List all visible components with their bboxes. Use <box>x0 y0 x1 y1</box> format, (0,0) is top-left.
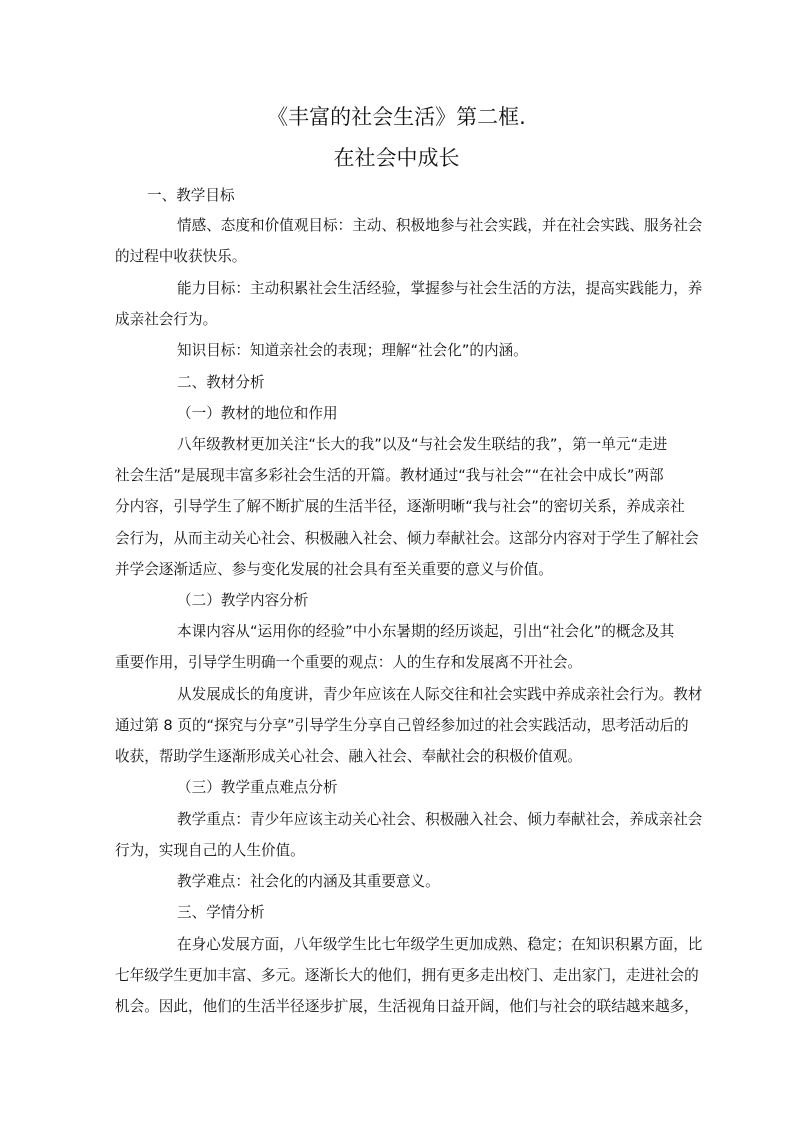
paragraph-line: 七年级学生更加丰富、多元。逐渐长大的他们，拥有更多走出校门、走出家门，走进社会的 <box>115 967 699 984</box>
section-heading-student-analysis: 三、学情分析 <box>177 904 265 921</box>
paragraph-line: 从发展成长的角度讲，青少年应该在人际交往和社会实践中养成亲社会行为。教材 <box>177 686 703 703</box>
paragraph-line: 行为，实现自己的人生价值。 <box>115 842 305 859</box>
document-title: 《丰富的社会生活》第二框. <box>267 105 526 129</box>
paragraph-line: 机会。因此，他们的生活半径逐步扩展，生活视角日益开阔，他们与社会的联结越来越多， <box>115 998 699 1015</box>
paragraph-line: 并学会逐渐适应、参与变化发展的社会具有至关重要的意义与价值。 <box>115 561 553 578</box>
paragraph-line: 知识目标：知道亲社会的表现；理解“社会化”的内涵。 <box>177 342 528 359</box>
subsection-heading: （二）教学内容分析 <box>177 592 309 609</box>
paragraph-line: 教学重点：青少年应该主动关心社会、积极融入社会、倾力奉献社会，养成亲社会 <box>177 811 703 828</box>
paragraph-line: 能力目标：主动积累社会生活经验，掌握参与社会生活的方法，提高实践能力，养 <box>177 280 703 297</box>
paragraph-line: 教学难点：社会化的内涵及其重要意义。 <box>177 873 440 890</box>
section-heading-material-analysis: 二、教材分析 <box>177 374 265 391</box>
subsection-heading: （三）教学重点难点分析 <box>177 779 338 796</box>
paragraph-line: 会行为，从而主动关心社会、积极融入社会、倾力奉献社会。这部分内容对于学生了解社会 <box>115 530 699 547</box>
paragraph-line: 通过第 8 页的“探究与分享”引导学生分享自己曾经参加过的社会实践活动，思考活动后的 <box>115 717 689 734</box>
paragraph-line: 分内容，引导学生了解不断扩展的生活半径，逐渐明晰“我与社会”的密切关系，养成亲社 <box>115 498 685 515</box>
paragraph-line: 情感、态度和价值观目标：主动、积极地参与社会实践，并在社会实践、服务社会 <box>177 217 703 234</box>
paragraph-line: 在身心发展方面，八年级学生比七年级学生更加成熟、稳定；在知识积累方面，比 <box>177 936 703 953</box>
document-subtitle: 在社会中成长 <box>333 146 460 170</box>
paragraph-line: 本课内容从“运用你的经验”中小东暑期的经历谈起，引出“社会化”的概念及其 <box>177 623 675 640</box>
paragraph-line: 的过程中收获快乐。 <box>115 248 247 265</box>
paragraph-line: 重要作用，引导学生明确一个重要的观点：人的生存和发展离不开社会。 <box>115 654 583 671</box>
paragraph-line: 社会生活”是展现丰富多彩社会生活的开篇。教材通过“我与社会”“在社会中成长”两部 <box>115 467 664 484</box>
subsection-heading: （一）教材的地位和作用 <box>177 405 338 422</box>
paragraph-line: 收获，帮助学生逐渐形成关心社会、融入社会、奉献社会的积极价值观。 <box>115 748 583 765</box>
paragraph-line: 八年级教材更加关注“长大的我”以及“与社会发生联结的我”，第一单元“走进 <box>177 436 668 453</box>
section-heading-teaching-goals: 一、教学目标 <box>147 187 235 204</box>
paragraph-line: 成亲社会行为。 <box>115 311 218 328</box>
